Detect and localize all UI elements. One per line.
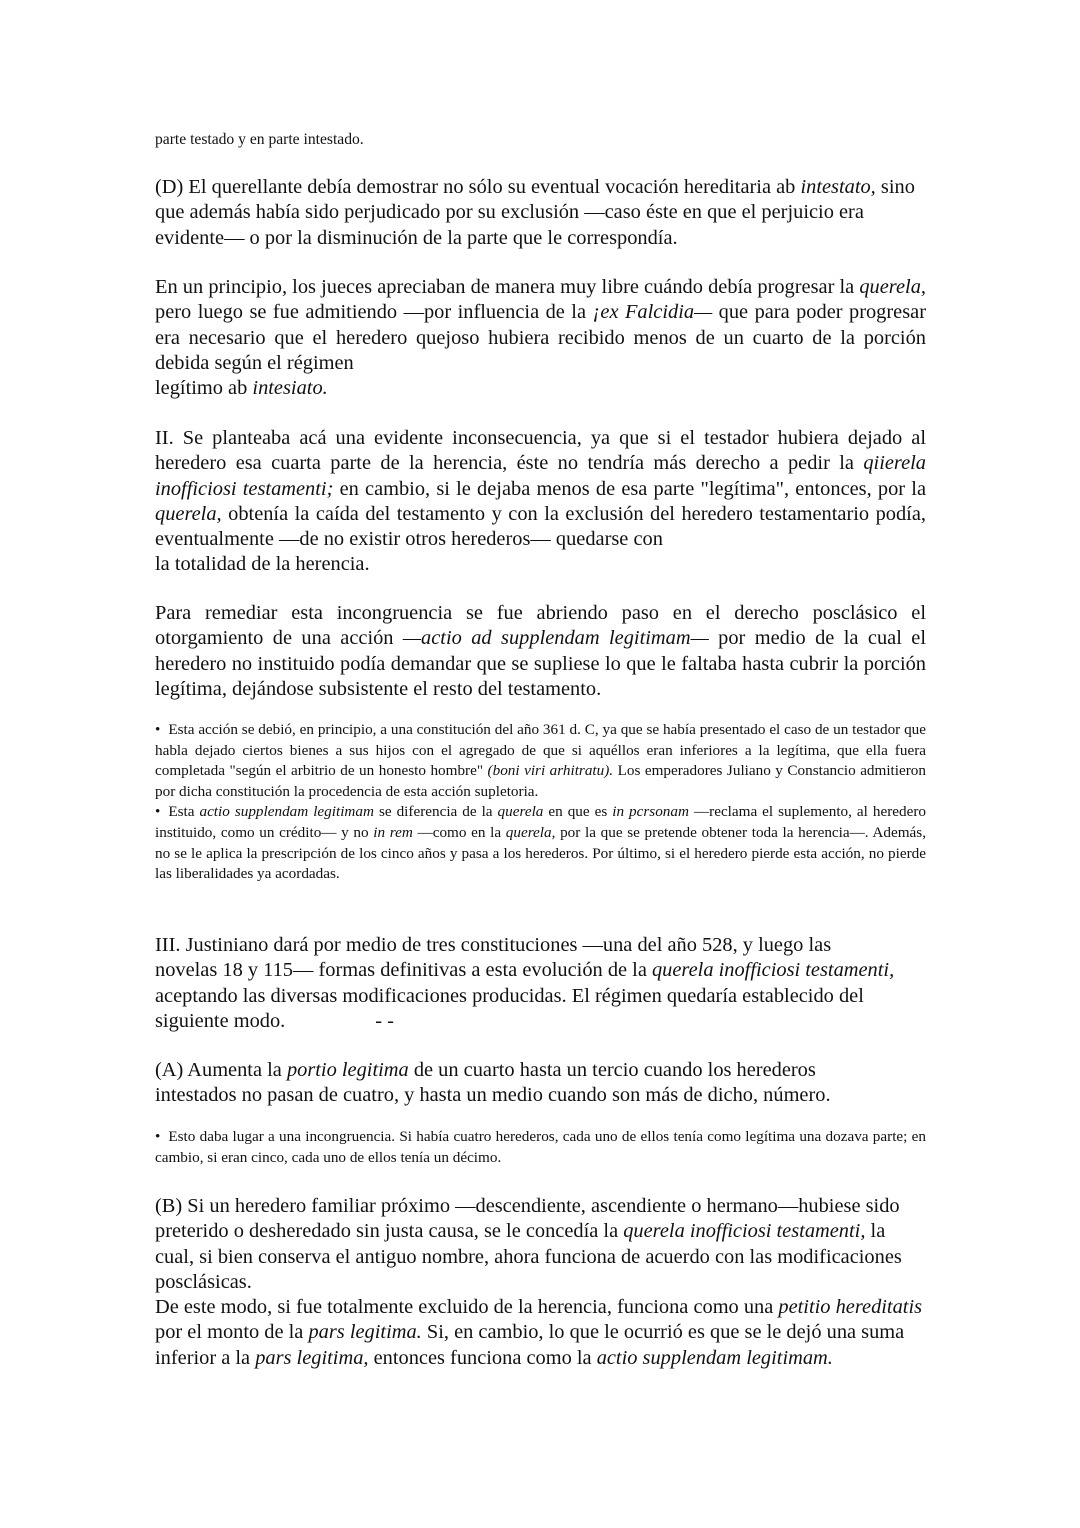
bullet-icon: • <box>155 1128 161 1145</box>
text: Si, en cambio, lo que le ocurrió es que se le dejó una suma inferior a la <box>155 1321 905 1369</box>
text: —como en la <box>412 823 506 841</box>
footnote-3 <box>155 1127 926 1168</box>
italic-term: querela inofficiosi testamenti, <box>623 1220 866 1243</box>
text: (A) Aumenta la <box>155 1059 287 1081</box>
text: por medio de la cual el heredero no instituido podía demandar que se supliese lo que le faltaba hasta cubrir la porción legítima, dejándose subsistente el resto del testamento. <box>155 627 926 700</box>
italic-term: in rem <box>373 823 413 841</box>
text: (D) El querellante debía demostrar no sólo su eventual vocación hereditaria ab <box>155 176 801 198</box>
text: obtenía la caída del testamento y con la exclusión del heredero testamentario podía, eventualmente —de no existir otros herederos— quedarse con <box>155 502 926 551</box>
italic-term: —actio ad supplendam legitimam— <box>402 627 709 650</box>
text: (B) Si un heredero familiar próximo —descendiente, ascendiente o hermano—hubiese sido preterido o desheredado sin justa causa, se le concedía la <box>155 1195 900 1243</box>
paragraph-remediar <box>155 601 926 702</box>
italic-term: querela, <box>505 823 556 841</box>
italic-term: actio supplendam legitimam <box>199 803 374 821</box>
footnote-2 <box>155 802 926 884</box>
text: Esta acción se debió, en principio, a una constitución del año 361 d. C, ya que se había presentado el caso de un testador que habla dejado ciertos bienes a sus hijos con el agregado de que si aquéllos eran inferiores a la legítima, que ella fuera completada "según el arbitrio de un honesto hombre" <box>155 721 926 780</box>
text: la totalidad de la herencia. <box>155 553 370 576</box>
italic-term: in pcrsonam <box>612 803 689 821</box>
paragraph-b <box>155 1194 926 1371</box>
text: aceptando las diversas modificaciones producidas. El régimen quedaría establecido del siguiente modo. <box>155 984 864 1032</box>
text: III. Justiniano dará por medio de tres constituciones —una del año 528, y luego las novelas 18 y 115— formas definitivas a esta evolución de la <box>155 934 832 982</box>
italic-term: portio legitima <box>286 1059 409 1081</box>
stray-dashes: - - <box>375 1009 394 1032</box>
text: Esta <box>168 803 200 821</box>
footnote-1 <box>155 720 926 802</box>
text: Para remediar esta incongruencia se fue abriendo paso en el derecho posclásico el otorgamiento de una acción <box>155 602 926 650</box>
italic-term: ¡ex Falcidia— <box>592 301 713 324</box>
italic-term: petitio hereditatis <box>778 1296 923 1319</box>
text: entonces funciona como la <box>368 1346 597 1369</box>
text: En un principio, los jueces apreciaban de manera muy libre cuándo debía progresar la <box>155 276 860 298</box>
text: II. Se planteaba acá una evidente inconsecuencia, ya que si el testador hubiera dejado al heredero esa cuarta parte de la herencia, éste no tendría más derecho a pedir la <box>155 427 926 475</box>
footnotes-block <box>155 720 926 885</box>
paragraph-continuation <box>155 130 926 150</box>
bullet-icon: • <box>155 721 161 738</box>
italic-term: qiierela inofficiosi testamenti; <box>155 452 926 500</box>
italic-term: (boni viri arhitratu). <box>487 762 614 780</box>
text: en que es <box>543 803 613 821</box>
text: en cambio, si le dejaba menos de esa parte "legítima", entonces, por la <box>333 477 926 500</box>
italic-term: pars legitima, <box>255 1346 369 1369</box>
text: Esto daba lugar a una incongruencia. Si había cuatro herederos, cada uno de ellos tenía como legítima una dozava parte; en cambio, si eran cinco, cada uno de ellos tenía un décimo. <box>155 1128 926 1166</box>
text: sino que además había sido perjudicado por su exclusión —caso éste en que el perjuicio era evidente— o por la disminución de la parte que le correspondía. <box>155 176 915 249</box>
text: por la que se pretende obtener toda la herencia—. Además, no se le aplica la prescripción de los cinco años y pasa a los herederos. Por último, si el heredero pierde esta acción, no pierde las liberalidades ya acordadas. <box>155 823 926 883</box>
text: legítimo ab <box>155 377 253 400</box>
italic-term: querela, <box>859 276 926 298</box>
paragraph-d <box>155 175 930 251</box>
text: Los emperadores Juliano y Constancio admitieron por dicha constitución la procedencia de esta acción supletoria. <box>155 762 926 800</box>
bullet-icon: • <box>155 803 161 821</box>
italic-term: querela inofficiosi testamenti, <box>651 959 895 982</box>
italic-term: intestato, <box>800 176 876 198</box>
paragraph-iii <box>155 933 895 1034</box>
text: parte testado y en parte intestado. <box>155 131 364 148</box>
text: pero luego se fue admitiendo —por influencia de la <box>155 301 593 324</box>
italic-term: intesiato. <box>252 377 328 400</box>
italic-term: pars legitima. <box>308 1321 422 1344</box>
paragraph-ii <box>155 426 926 578</box>
italic-term: querela <box>497 803 544 821</box>
italic-term: actio supplendam legitimam. <box>596 1346 833 1369</box>
text: la cual, si bien conserva el antiguo nombre, ahora funciona de acuerdo con las modificaciones posclásicas. <box>155 1220 902 1293</box>
text: De este modo, si fue totalmente excluido de la herencia, funciona como una <box>155 1296 779 1319</box>
text: de un cuarto hasta un tercio cuando los herederos intestados no pasan de cuatro, y hasta un medio cuando son más de dicho, número. <box>155 1059 831 1107</box>
italic-term: querela, <box>155 502 222 525</box>
text: se diferencia de la <box>373 803 498 821</box>
paragraph-principio <box>155 275 926 401</box>
text: que para poder progresar era necesario que el heredero quejoso hubiera recibido menos de un cuarto de la porción debida según el régimen <box>155 301 926 374</box>
text: por el monto de la <box>155 1321 309 1344</box>
text: —reclama el suplemento, al heredero instituido, como un crédito— y no <box>155 803 926 841</box>
paragraph-a <box>155 1058 895 1109</box>
